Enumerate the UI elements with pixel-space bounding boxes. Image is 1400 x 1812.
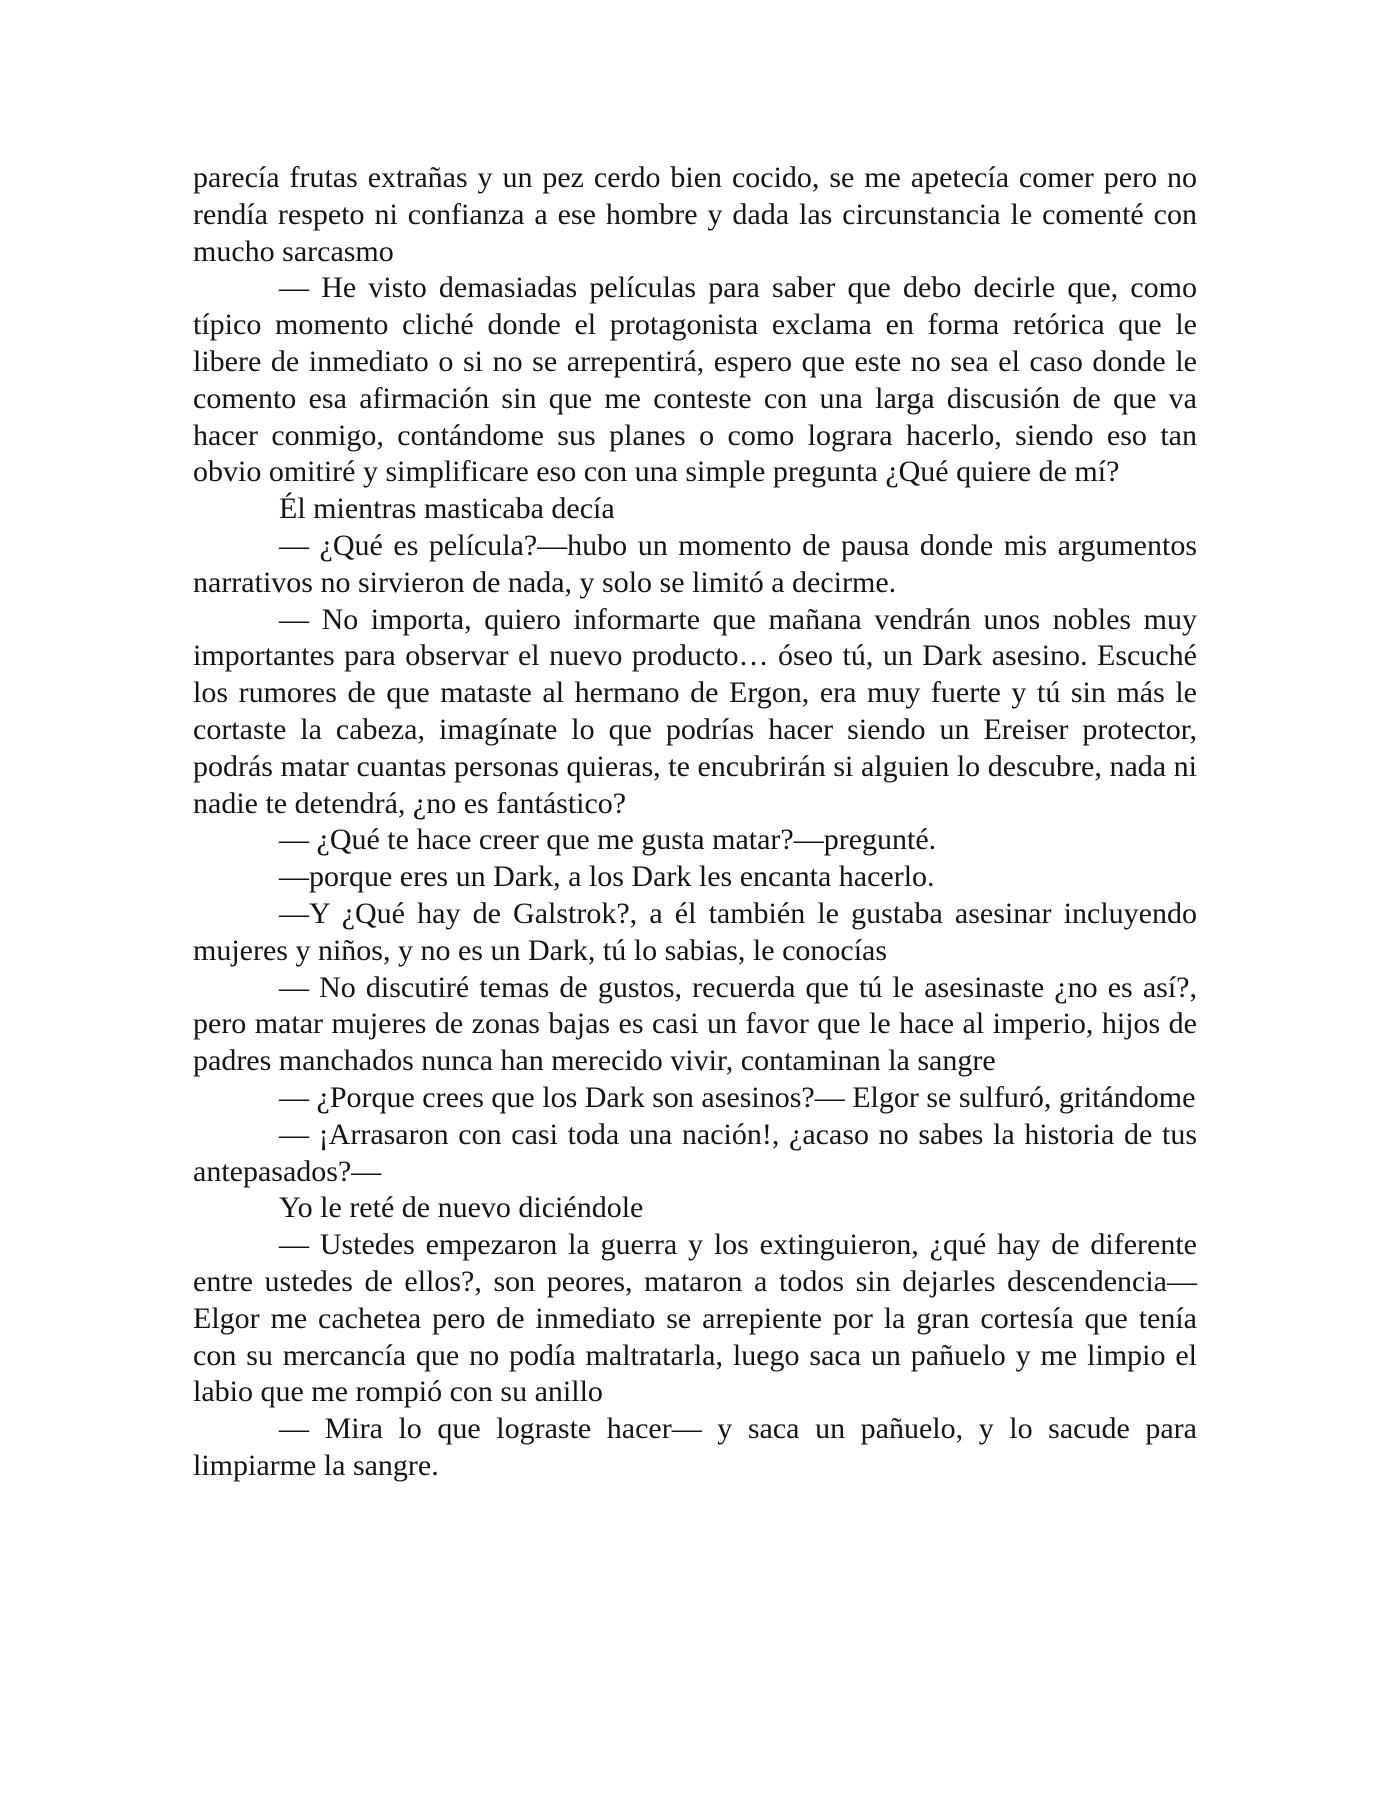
paragraph: Yo le reté de nuevo diciéndole: [279, 1191, 644, 1225]
paragraph: — ¿Qué te hace creer que me gusta matar?—pregunté.: [279, 823, 937, 857]
paragraph: — ¿Porque crees que los Dark son asesinos?— Elgor se sulfuró, gritándome: [279, 1080, 1196, 1114]
paragraph: —Y ¿Qué hay de Galstrok?, a él también le gustaba asesinar incluyendo mujeres y niños, y no es un Dark, tú lo sabias, le conocías: [193, 896, 1197, 967]
paragraph: —porque eres un Dark, a los Dark les encanta hacerlo.: [279, 860, 935, 894]
paragraph: parecía frutas extrañas y un pez cerdo bien cocido, se me apetecía comer pero no rendía respeto ni confianza a ese hombre y dada las circunstancia le comenté con mucho sarcasmo: [193, 161, 1197, 268]
paragraph: Él mientras masticaba decía: [279, 492, 615, 526]
paragraph: — Ustedes empezaron la guerra y los extinguieron, ¿qué hay de diferente entre ustedes de ellos?, son peores, mataron a todos sin dejarles descendencia— Elgor me cachetea pero de inmediato se arrepiente por la gran cortesía que tenía con su mercancía que no podía maltratarla, luego saca un pañuelo y me limpio el labio que me rompió con su anillo: [193, 1228, 1197, 1409]
paragraph: — ¿Qué es película?—hubo un momento de pausa donde mis argumentos narrativos no sirvieron de nada, y solo se limitó a decirme.: [193, 528, 1197, 599]
body-text: [193, 160, 1197, 1485]
paragraph: — ¡Arrasaron con casi toda una nación!, ¿acaso no sabes la historia de tus antepasados?—: [193, 1117, 1197, 1188]
paragraph: — No importa, quiero informarte que mañana vendrán unos nobles muy importantes para observar el nuevo producto… óseo tú, un Dark asesino. Escuché los rumores de que mataste al hermano de Ergon, era muy fuerte y tú sin más le cortaste la cabeza, imagínate lo que podrías hacer siendo un Ereiser protector, podrás matar cuantas personas quieras, te encubrirán si alguien lo descubre, nada ni nadie te detendrá, ¿no es fantástico?: [193, 602, 1197, 820]
paragraph: — He visto demasiadas películas para saber que debo decirle que, como típico momento cliché donde el protagonista exclama en forma retórica que le libere de inmediato o si no se arrepentirá, espero que este no sea el caso donde le comento esa afirmación sin que me conteste con una larga discusión de que va hacer conmigo, contándome sus planes o como lograra hacerlo, siendo eso tan obvio omitiré y simplificare eso con una simple pregunta ¿Qué quiere de mí?: [193, 271, 1197, 489]
paragraph: — No discutiré temas de gustos, recuerda que tú le asesinaste ¿no es así?, pero matar mujeres de zonas bajas es casi un favor que le hace al imperio, hijos de padres manchados nunca han merecido vivir, contaminan la sangre: [193, 970, 1197, 1078]
paragraph: — Mira lo que lograste hacer— y saca un pañuelo, y lo sacude para limpiarme la sangre.: [193, 1412, 1197, 1482]
